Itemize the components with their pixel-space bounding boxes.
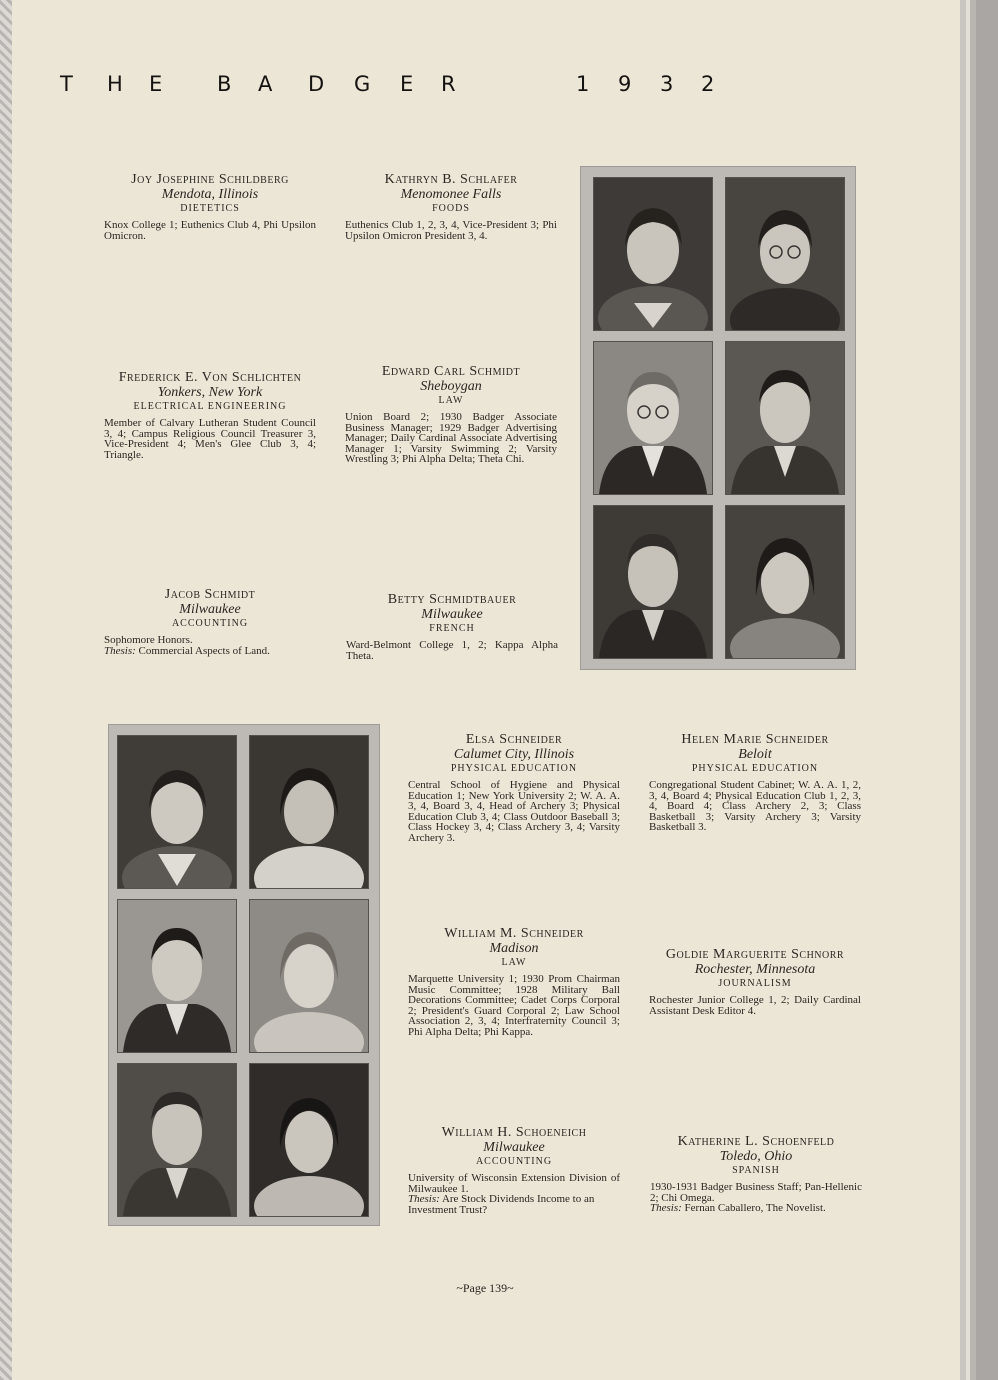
student-hometown: Menomonee Falls (400, 187, 502, 202)
header-letter: A (258, 72, 273, 96)
student-activities: 1930-1931 Badger Business Staff; Pan-Hellenic 2; Chi Omega. (650, 1181, 862, 1204)
year-digit: 3 (660, 72, 674, 96)
student-thesis (650, 1203, 862, 1214)
header-letter: E (400, 72, 414, 96)
entry-schoeneich (408, 1125, 620, 1215)
thesis-label: Thesis: (104, 644, 136, 657)
student-course: LAW (438, 395, 464, 406)
header-letter: R (441, 72, 456, 96)
student-activities: University of Wisconsin Extension Division of Milwaukee 1. (408, 1172, 620, 1195)
thesis-text: Fernan Caballero, The Novelist. (684, 1202, 826, 1214)
header-letter: E (149, 72, 163, 96)
student-thesis (104, 646, 316, 657)
student-course: SPANISH (732, 1165, 780, 1176)
entry-jacob-schmidt (104, 587, 316, 656)
portrait-photo (117, 899, 237, 1053)
decorative-right-band (952, 0, 998, 1380)
portrait-photo (249, 735, 369, 889)
student-activities: Marquette University 1; 1930 Prom Chairman Music Committee; 1928 Military Ball Decorations Committee; Cadet Corps Corporal 2; President's Guard Corporal 2; Law School Association 2, 3, 4; Interfraternity Council 3; Phi Alpha Delta; Phi Kappa. (408, 973, 620, 1038)
entry-schmidtbauer (346, 592, 558, 661)
entry-schildberg (104, 172, 316, 241)
student-hometown: Rochester, Minnesota (694, 962, 816, 977)
student-name: Goldie Marguerite Schnorr (665, 947, 845, 962)
student-activities: Central School of Hygiene and Physical Education 1; New York University 2; W. A. A. 3, 4, Board 3, 4, Head of Archery 3; Physical Education Club 3, 4; Class Outdoor Baseball 3; Class Hockey 3, 4; Class Archery 3, 4; Varsity Archery 3. (408, 779, 620, 844)
student-name: Elsa Schneider (465, 732, 563, 747)
student-hometown: Yonkers, New York (157, 385, 263, 400)
student-hometown: Madison (489, 941, 539, 956)
header-letter: G (354, 72, 371, 96)
portrait-photo (593, 505, 713, 659)
portrait-photo (593, 177, 713, 331)
portrait-photo (117, 735, 237, 889)
student-thesis (408, 1194, 620, 1215)
student-course: FRENCH (429, 623, 475, 634)
student-name: Frederick E. Von Schlichten (118, 370, 302, 385)
student-name: Kathryn B. Schlafer (384, 172, 518, 187)
student-hometown: Calumet City, Illinois (453, 747, 575, 762)
student-course: LAW (501, 957, 527, 968)
student-name: Joy Josephine Schildberg (131, 172, 289, 187)
year-digit: 9 (618, 72, 632, 96)
entry-edward-schmidt (345, 364, 557, 465)
student-course: JOURNALISM (718, 978, 792, 989)
entry-schoenfeld (650, 1134, 862, 1214)
student-course: PHYSICAL EDUCATION (691, 763, 819, 774)
thesis-text: Commercial Aspects of Land. (138, 644, 270, 657)
student-hometown: Sheboygan (420, 379, 482, 394)
student-activities: Congregational Student Cabinet; W. A. A. 1, 2, 3, 4, Board 4; Physical Education Club 1, 2, 3, 4, Board 4; Class Archery 2, 3; Class Basketball 3; Varsity Archery 3; Varsity Basketball 3. (649, 779, 861, 833)
student-course: FOODS (432, 203, 470, 214)
student-name: William H. Schoeneich (441, 1125, 587, 1140)
student-activities: Member of Calvary Lutheran Student Council 3, 4; Campus Religious Council Treasurer 3, Vice-President 4; Men's Glee Club 3, 4; Triangle. (104, 417, 316, 461)
year-digit: 1 (576, 72, 590, 96)
student-hometown: Mendota, Illinois (161, 187, 259, 202)
student-activities: Union Board 2; 1930 Badger Associate Business Manager; 1929 Badger Advertising Manager; Daily Cardinal Associate Advertising Manager 1; Varsity Swimming 2; Varsity Wrestling 3; Phi Alpha Delta; Theta Chi. (345, 411, 557, 465)
student-activities: Sophomore Honors. (104, 634, 193, 646)
student-activities: Knox College 1; Euthenics Club 4, Phi Upsilon Omicron. (104, 219, 316, 242)
thesis-text: Are Stock Dividends Income to an Investment Trust? (408, 1193, 595, 1216)
header-letter: T (60, 72, 73, 96)
header-letter: B (217, 72, 232, 96)
portrait-photo (593, 341, 713, 495)
page-header (60, 72, 760, 102)
student-activities: Euthenics Club 1, 2, 3, 4, Vice-President 3; Phi Upsilon Omicron President 3, 4. (345, 219, 557, 242)
portrait-photo (725, 177, 845, 331)
entry-schlafer (345, 172, 557, 241)
student-name: Jacob Schmidt (164, 587, 256, 602)
student-name: Betty Schmidtbauer (387, 592, 517, 607)
student-hometown: Beloit (738, 747, 772, 762)
student-name: Katherine L. Schoenfeld (677, 1134, 835, 1149)
student-course: ACCOUNTING (475, 1156, 553, 1167)
entry-william-m-schneider (408, 926, 620, 1037)
student-hometown: Milwaukee (483, 1140, 545, 1155)
student-name: Edward Carl Schmidt (381, 364, 521, 379)
student-course: ACCOUNTING (171, 618, 249, 629)
thesis-label: Thesis: (408, 1193, 440, 1205)
student-activities: Rochester Junior College 1, 2; Daily Cardinal Assistant Desk Editor 4. (649, 994, 861, 1017)
entry-elsa-schneider (408, 732, 620, 843)
entry-helen-schneider (649, 732, 861, 833)
portrait-photo (725, 505, 845, 659)
portrait-photo (117, 1063, 237, 1217)
student-course: ELECTRICAL ENGINEERING (133, 401, 287, 412)
student-course: PHYSICAL EDUCATION (450, 763, 578, 774)
year-digit: 2 (701, 72, 715, 96)
student-activities: Ward-Belmont College 1, 2; Kappa Alpha Theta. (346, 639, 558, 662)
student-hometown: Milwaukee (179, 602, 241, 617)
decorative-left-border (0, 0, 12, 1380)
portrait-grid-top (580, 166, 856, 670)
header-letter: D (308, 72, 325, 96)
student-name: William M. Schneider (444, 926, 584, 941)
header-letter: H (107, 72, 123, 96)
portrait-photo (725, 341, 845, 495)
portrait-photo (249, 899, 369, 1053)
student-hometown: Toledo, Ohio (719, 1149, 793, 1164)
entry-schnorr (649, 947, 861, 1016)
student-course: DIETETICS (180, 203, 240, 214)
student-name: Helen Marie Schneider (681, 732, 829, 747)
student-hometown: Milwaukee (421, 607, 483, 622)
entry-von-schlichten (104, 370, 316, 460)
thesis-label: Thesis: (650, 1202, 682, 1214)
portrait-grid-bottom (108, 724, 380, 1226)
portrait-photo (249, 1063, 369, 1217)
page-number: ~Page 139~ (456, 1281, 514, 1295)
